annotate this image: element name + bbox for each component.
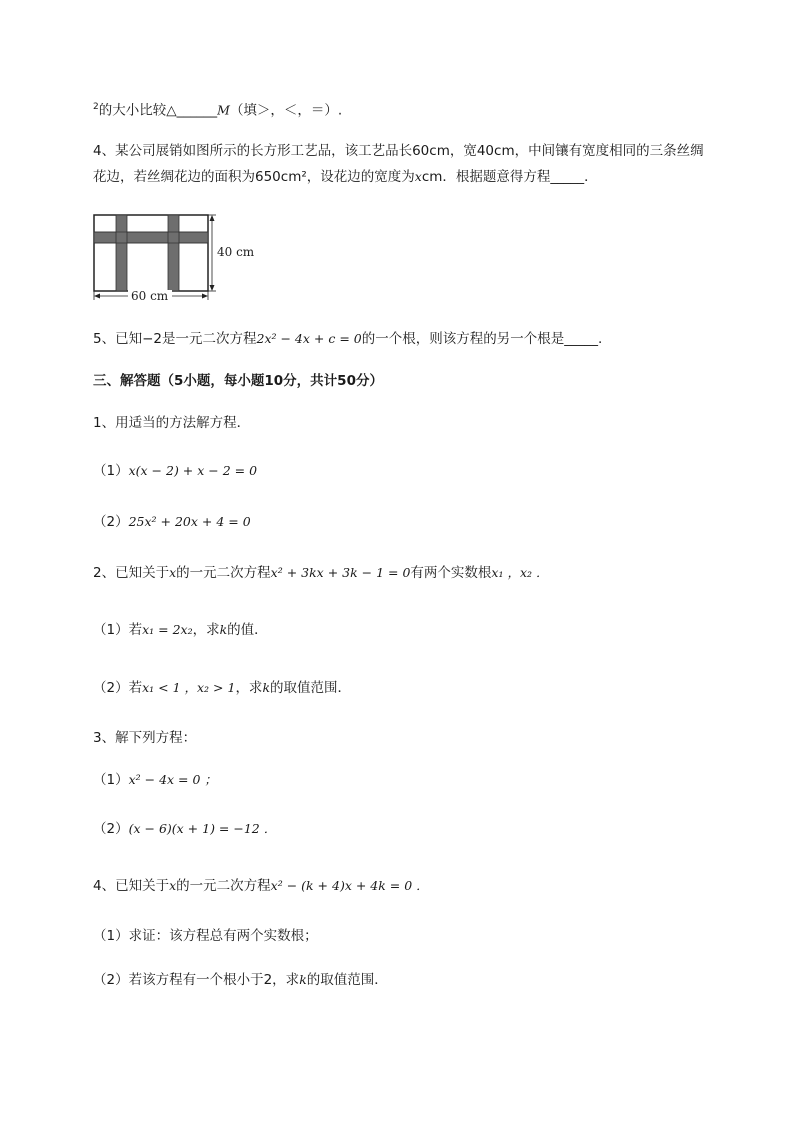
p4-sub1: （1）求证：该方程总有两个实数根； [93,928,318,944]
text: 5、已知−2是一元二次方程 [93,331,257,347]
text: 的一元二次方程 [176,565,271,581]
line-comparison [93,97,342,121]
text: 的一元二次方程 [176,878,271,894]
text: 的一个根，则该方程的另一个根是_____. [361,331,603,347]
p3-sub2 [93,819,276,839]
q4-line1: 4、某公司展销如图所示的长方形工艺品，该工艺品长60cm，宽40cm，中间镶有宽度相同的三条丝绸 [93,143,704,159]
equation: 25x² + 20x + 4 = 0 [128,514,251,529]
horizontal-band [94,232,208,243]
text: 的取值范围． [306,972,388,988]
equation: x(x − 2) + x − 2 = 0 [128,463,258,478]
q4-line2 [93,167,598,187]
variable-k: k [262,680,271,695]
equation: x² − 4x = 0 ； [128,772,217,787]
text: 有两个实数根 [410,565,492,581]
superscript: 2 [93,102,99,112]
outer-rectangle [94,215,208,291]
equation: 2x² − 4x + c = 0 [256,331,362,346]
p1-sub1 [93,461,257,481]
vertical-band-left [116,215,127,291]
text: （2）若该方程有一个根小于2，求 [93,972,300,988]
rectangle-figure [90,210,260,305]
vertical-band-right [168,215,179,291]
label: （2） [93,821,129,837]
text: 的取值范围． [270,680,352,696]
p4-line [93,876,429,896]
text: 2、已知关于 [93,565,170,581]
equation: x² − (k + 4)x + 4k = 0 ． [270,878,429,893]
roots: x₁ ，x₂ ． [491,565,549,580]
p4-sub2 [93,970,388,990]
text: 花边，若丝绸花边的面积为650cm²，设花边的宽度为 [93,169,415,185]
label: （2）若 [93,680,143,696]
length-label: 60 cm [131,289,169,303]
section-heading: 三、解答题（5小题，每小题10分，共计50分） [93,373,383,389]
variable-k: k [219,622,228,637]
label: （1）若 [93,622,143,638]
q5-line [93,329,602,349]
p3-sub1 [93,770,217,790]
equation: x² + 3kx + 3k − 1 = 0 [270,565,411,580]
text: ，求 [235,680,263,696]
width-label: 40 cm [217,245,255,259]
variable-x: x [414,169,422,184]
variable-k: k [299,972,307,987]
variable-m: M [217,102,230,118]
equation: x₁ < 1 ，x₂ > 1 [142,680,236,695]
p1-sub2 [93,512,251,532]
text: （填＞，＜，＝）. [229,102,343,119]
p2-sub1 [93,620,268,640]
text: 的大小比较△______ [98,102,218,119]
text: 的值． [227,622,268,638]
equation: x₁ = 2x₂ [142,622,193,637]
variable-x: x [169,565,177,580]
label: （1） [93,772,129,788]
text: cm．根据题意得方程_____． [421,169,598,185]
p2-line [93,563,549,583]
text: 4、已知关于 [93,878,170,894]
p3-title: 3、解下列方程： [93,730,197,746]
text: ，求 [192,622,220,638]
label: （1） [93,463,129,479]
variable-x: x [169,878,177,893]
equation: (x − 6)(x + 1) = −12 ． [128,821,277,836]
label: （2） [93,514,129,530]
p1-title: 1、用适当的方法解方程． [93,415,251,431]
p2-sub2 [93,678,351,698]
